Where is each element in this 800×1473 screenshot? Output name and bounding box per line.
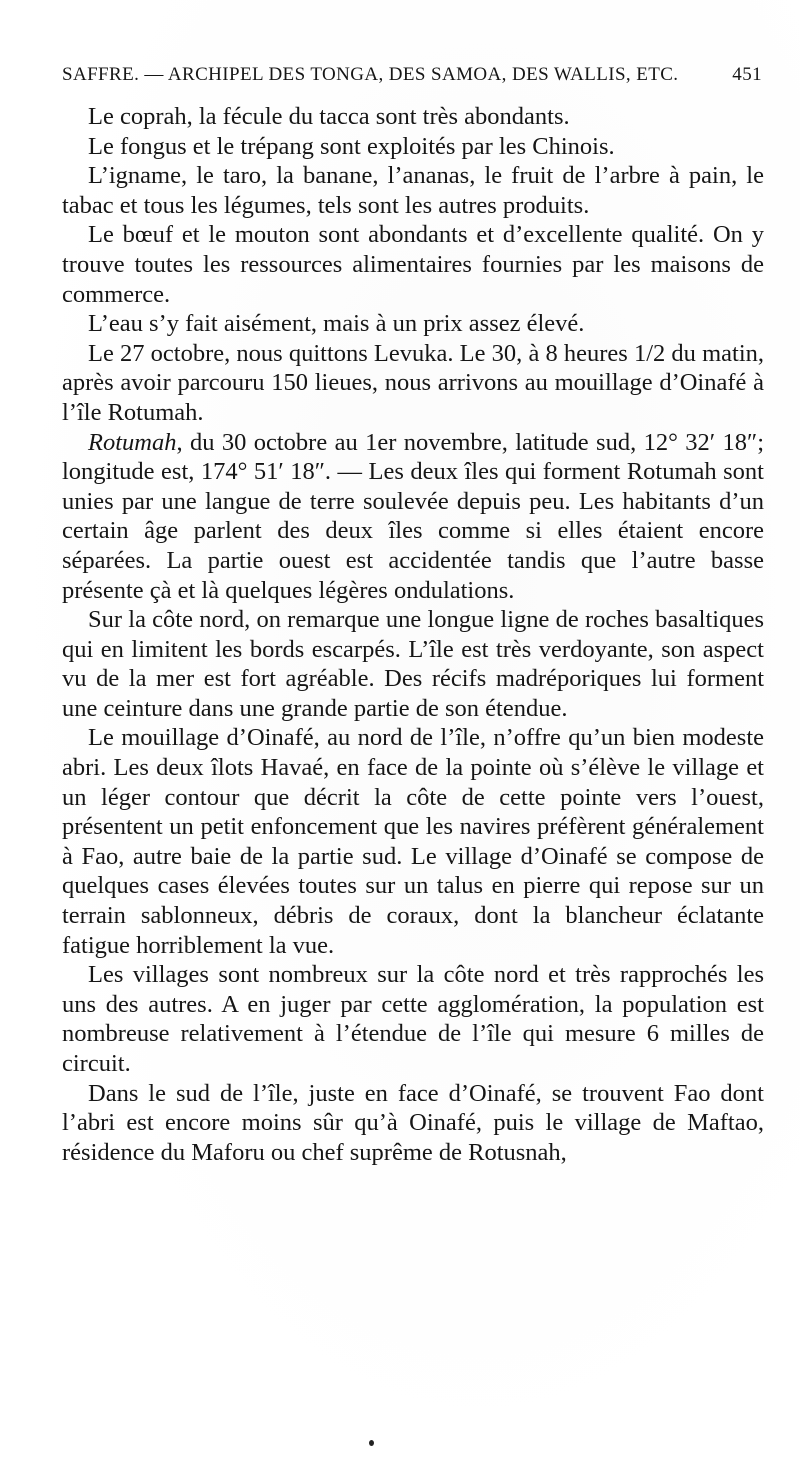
paragraph-mouillage: Le mouillage d’Oinafé, au nord de l’île, n’offre qu’un bien modeste abri. Les deux îlots Havaé, en face de la pointe où s’élève le village et un léger contour que décrit la côte de cette pointe vers l’ouest, présentent un petit enfoncement que les navires préfèrent généralement à Fao, autre baie de la partie sud. Le village d’Oinafé se compose de quelques cases élevées toutes sur un talus en pierre qui repose sur un terrain sablonneux, débris de coraux, dont la blancheur éclatante fatigue horriblement la vue.: [62, 724, 764, 959]
paragraph-cote-nord: Sur la côte nord, on remarque une longue ligne de roches basaltiques qui en limitent les bords escarpés. L’île est très verdoyante, son aspect vu de la mer est fort agréable. Des récifs madréporiques lui forment une ceinture dans une grande partie de son étendue.: [62, 606, 764, 722]
paragraph-fongus: Le fongus et le trépang sont exploités par les Chinois.: [88, 132, 615, 160]
paragraph-rotumah-text: , du 30 octobre au 1er novembre, latitude sud, 12° 32′ 18″; longitude est, 174° 51′ 18″. — Les deux îles qui forment Rotumah sont unies par une langue de terre soulevée depuis peu. Les habitants d’un certain âge parlent des deux îles comme si elles étaient encore séparées. La partie ouest est accidentée tandis que l’autre basse présente çà et là quelques légères ondulations.: [62, 428, 764, 604]
body-text: [62, 102, 764, 1167]
paragraph-sud: Dans le sud de l’île, juste en face d’Oinafé, se trouvent Fao dont l’abri est encore moins sûr qu’à Oinafé, puis le village de Maftao, résidence du Maforu ou chef suprême de Rotusnah,: [62, 1079, 764, 1166]
page-number: 451: [732, 64, 762, 85]
running-head: SAFFRE. — ARCHIPEL DES TONGA, DES SAMOA, DES WALLIS, ETC.: [62, 64, 679, 85]
paragraph-igname: L’igname, le taro, la banane, l’ananas, le fruit de l’arbre à pain, le tabac et tous les légumes, tels sont les autres produits.: [62, 162, 764, 219]
place-name-rotumah: Rotumah: [88, 428, 177, 456]
paragraph-rotumah: [62, 428, 764, 606]
paragraph-villages: Les villages sont nombreux sur la côte nord et très rapprochés les uns des autres. A en juger par cette agglomération, la population est nombreuse relativement à l’étendue de l’île qui mesure 6 milles de circuit.: [62, 961, 764, 1077]
page-header: [62, 64, 762, 94]
paragraph-eau: L’eau s’y fait aisément, mais à un prix assez élevé.: [88, 310, 585, 338]
paragraph-coprah: Le coprah, la fécule du tacca sont très abondants.: [88, 103, 570, 130]
print-mark: [369, 1440, 374, 1446]
paragraph-boeuf: Le bœuf et le mouton sont abondants et d’excellente qualité. On y trouve toutes les ressources alimentaires fournies par les maisons de commerce.: [62, 221, 764, 308]
paragraph-levuka: Le 27 octobre, nous quittons Levuka. Le 30, à 8 heures 1/2 du matin, après avoir parcouru 150 lieues, nous arrivons au mouillage d’Oinafé à l’île Rotumah.: [62, 339, 764, 426]
